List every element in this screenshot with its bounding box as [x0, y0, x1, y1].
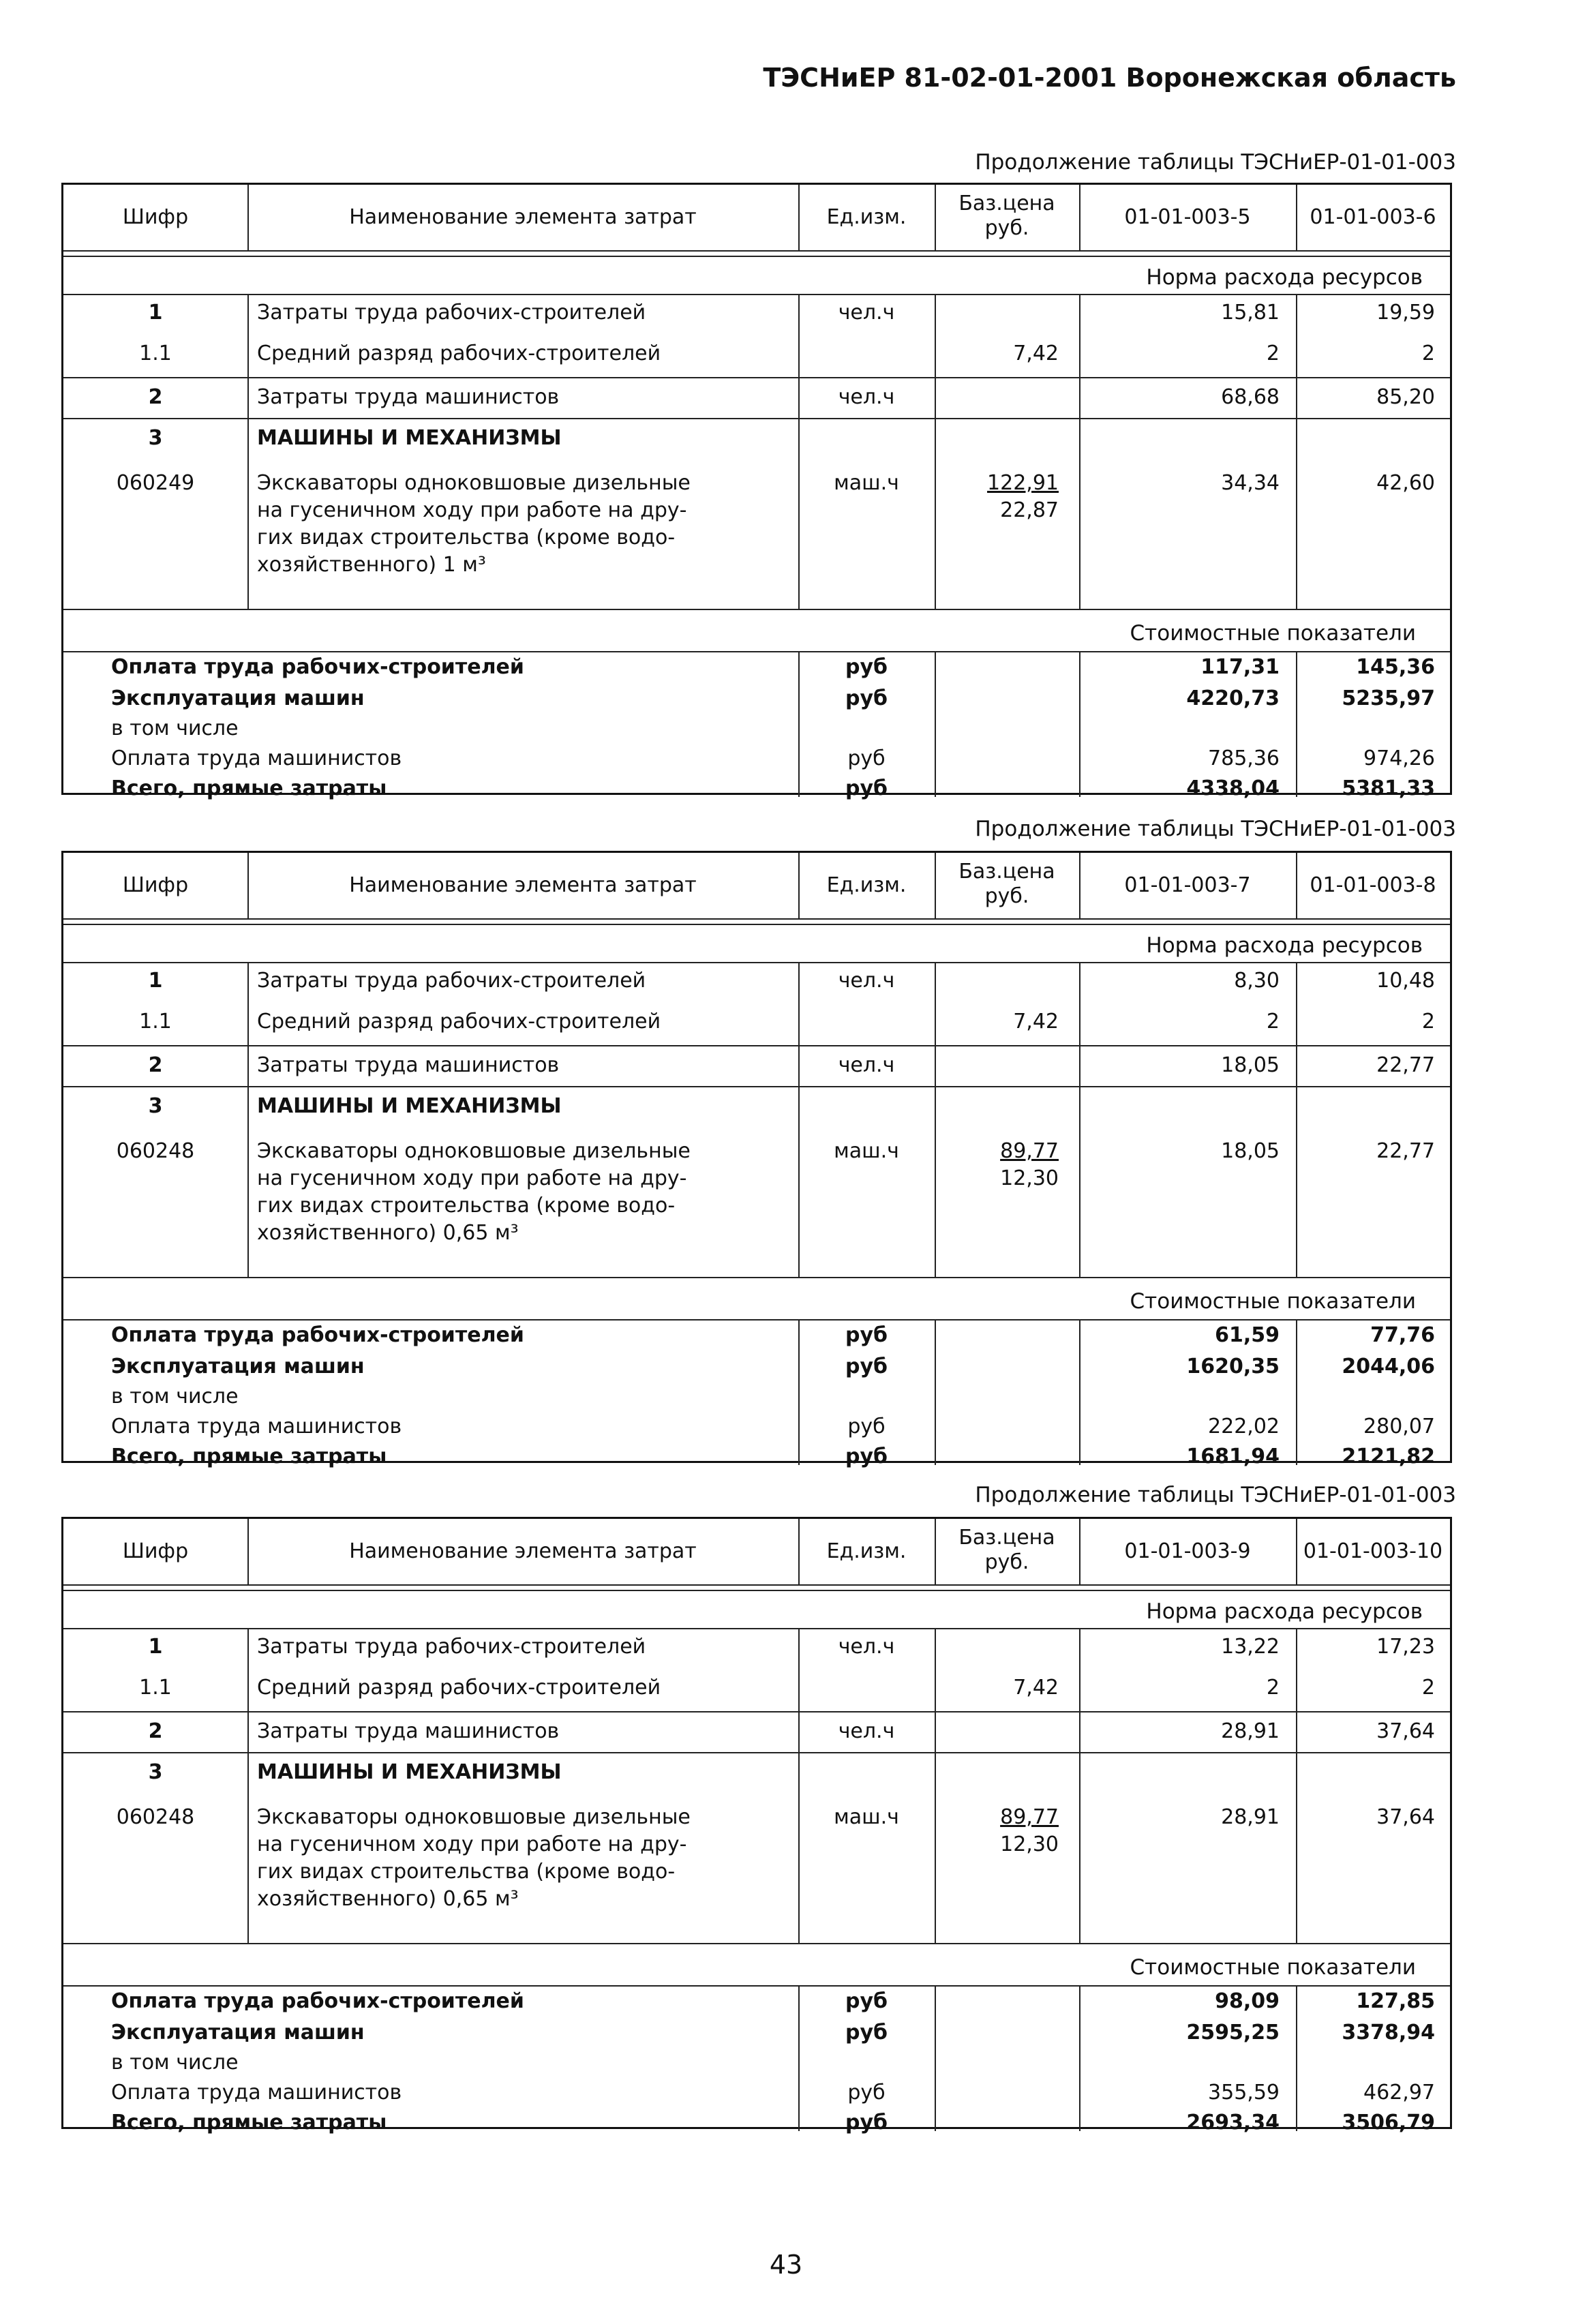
column-divider: [1079, 1519, 1080, 1584]
machine-code: 060248: [116, 1805, 195, 1829]
cost-value-2: 462,97: [1363, 2081, 1435, 2104]
cost-name: Всего, прямые затраты: [111, 2111, 387, 2134]
resource-value-2: 10,48: [1376, 969, 1435, 993]
cost-name: Эксплуатация машин: [111, 686, 365, 710]
row-divider: [63, 1277, 1450, 1278]
row-divider: [63, 918, 1450, 920]
cost-row: [63, 2109, 1450, 2139]
machine-name-line: на гусеничном ходу при работе на дру-: [257, 498, 687, 522]
column-divider: [798, 185, 800, 250]
norm-section-label: Норма расхода ресурсов: [1146, 1599, 1423, 1624]
resource-name: Затраты труда машинистов: [257, 1053, 560, 1077]
resource-code: 3: [148, 1094, 163, 1118]
resource-row: [63, 1008, 1450, 1042]
column-divider: [1296, 853, 1297, 918]
page-title: ТЭСНиЕР 81-02-01-2001 Воронежская область: [763, 63, 1456, 93]
cost-row: [63, 1988, 1450, 2018]
resource-row: [63, 299, 1450, 333]
resource-row: [63, 384, 1450, 418]
cost-value-2: 280,07: [1363, 1415, 1435, 1438]
cost-row: [63, 715, 1450, 745]
column-header-price: Баз.цена: [958, 860, 1055, 884]
row-divider: [63, 1752, 1450, 1753]
machine-wage-price: 12,30: [1000, 1166, 1059, 1190]
machine-value-2: 22,77: [1376, 1139, 1435, 1163]
cost-row: [63, 1443, 1450, 1473]
resource-name: МАШИНЫ И МЕХАНИЗМЫ: [257, 426, 562, 450]
cost-row: [63, 775, 1450, 805]
cost-name: в том числе: [111, 1385, 239, 1408]
resource-value-1: 13,22: [1221, 1635, 1280, 1659]
machine-base-price: 89,77: [1000, 1139, 1059, 1163]
resource-row: [63, 1759, 1450, 1793]
row-divider: [63, 1584, 1450, 1586]
row-divider: [63, 294, 1450, 295]
cost-name: Оплата труда машинистов: [111, 746, 402, 770]
resource-value-2: 2: [1421, 1676, 1435, 1700]
column-divider: [1296, 1519, 1297, 1584]
cost-row: [63, 2019, 1450, 2049]
column-divider: [247, 185, 249, 250]
cost-value-1: 2693,34: [1186, 2111, 1280, 2134]
cost-value-2: 974,26: [1363, 746, 1435, 770]
cost-row: [63, 1383, 1450, 1413]
resource-base-price: 7,42: [1013, 1010, 1059, 1033]
cost-name: Оплата труда рабочих-строителей: [111, 1989, 524, 2013]
resource-value-1: 8,30: [1234, 969, 1280, 993]
cost-value-1: 1620,35: [1186, 1355, 1280, 1378]
cost-row: [63, 1413, 1450, 1443]
machine-name-line: Экскаваторы одноковшовые дизельные: [257, 1139, 691, 1163]
cost-row: [63, 1353, 1450, 1383]
machine-value-1: 34,34: [1221, 471, 1280, 495]
row-divider: [63, 250, 1450, 252]
row-divider: [63, 1045, 1450, 1046]
machine-base-price: 89,77: [1000, 1805, 1059, 1829]
machine-wage-price: 12,30: [1000, 1832, 1059, 1856]
column-divider: [1079, 853, 1080, 918]
cost-name: Эксплуатация машин: [111, 1355, 365, 1378]
cost-name: в том числе: [111, 2051, 239, 2074]
page-number: 43: [769, 2250, 803, 2280]
machine-name-line: гих видах строительства (кроме водо-: [257, 526, 676, 549]
column-header-price-unit: руб.: [984, 884, 1029, 908]
column-divider: [798, 1519, 800, 1584]
resource-name: Затраты труда рабочих-строителей: [257, 1635, 646, 1659]
resource-row: [63, 1674, 1450, 1708]
column-header-price-unit: руб.: [984, 1550, 1029, 1574]
machine-code: 060249: [116, 471, 195, 495]
cost-row: [63, 654, 1450, 684]
machine-name-line: гих видах строительства (кроме водо-: [257, 1860, 676, 1884]
resource-name: Затраты труда рабочих-строителей: [257, 969, 646, 993]
cost-value-1: 785,36: [1208, 746, 1280, 770]
column-divider: [1079, 185, 1080, 250]
row-divider: [63, 651, 1450, 652]
resource-unit: чел.ч: [838, 301, 895, 325]
row-divider: [63, 962, 1450, 963]
resource-value-1: 15,81: [1221, 301, 1280, 325]
resource-code: 1.1: [139, 1676, 172, 1700]
cost-name: в том числе: [111, 716, 239, 740]
row-divider: [63, 609, 1450, 610]
resource-name: МАШИНЫ И МЕХАНИЗМЫ: [257, 1760, 562, 1784]
row-divider: [63, 1319, 1450, 1321]
column-header-unit: Ед.изм.: [826, 205, 907, 229]
machine-unit: маш.ч: [834, 471, 899, 495]
cost-section-label: Стоимостные показатели: [1130, 1289, 1416, 1314]
row-divider: [63, 1086, 1450, 1087]
resource-name: Средний разряд рабочих-строителей: [257, 1010, 661, 1033]
row-divider: [63, 1943, 1450, 1944]
resource-table: [61, 851, 1452, 1468]
column-header-name: Наименование элемента затрат: [349, 873, 697, 897]
cost-unit: руб: [845, 2021, 888, 2044]
column-header-code-1: 01-01-003-9: [1124, 1539, 1251, 1563]
cost-section-label: Стоимостные показатели: [1130, 1955, 1416, 1980]
resource-name: Затраты труда рабочих-строителей: [257, 301, 646, 325]
resource-value-1: 2: [1266, 342, 1280, 365]
cost-unit: руб: [845, 655, 888, 679]
cost-unit: руб: [847, 1415, 886, 1438]
column-header-unit: Ед.изм.: [826, 1539, 907, 1563]
column-header-code: Шифр: [122, 205, 189, 229]
resource-base-price: 7,42: [1013, 342, 1059, 365]
cost-unit: руб: [845, 1989, 888, 2013]
column-header-price: Баз.цена: [958, 1526, 1055, 1550]
table-header-row: [63, 853, 1450, 918]
machine-unit: маш.ч: [834, 1139, 899, 1163]
machine-value-1: 28,91: [1221, 1805, 1280, 1829]
cost-unit: руб: [845, 1323, 888, 1347]
resource-value-2: 2: [1421, 342, 1435, 365]
column-divider: [935, 185, 936, 250]
column-header-code-2: 01-01-003-10: [1303, 1539, 1443, 1563]
column-header-code-1: 01-01-003-7: [1124, 873, 1251, 897]
column-divider: [247, 1519, 249, 1584]
machine-name-line: хозяйственного) 1 м³: [257, 553, 486, 577]
cost-value-1: 4220,73: [1186, 686, 1280, 710]
machine-name-line: гих видах строительства (кроме водо-: [257, 1194, 676, 1218]
norm-section-label: Норма расхода ресурсов: [1146, 265, 1423, 290]
machine-row: [63, 1804, 1450, 1940]
table-header-row: [63, 185, 1450, 250]
row-divider: [63, 1711, 1450, 1712]
resource-name: Средний разряд рабочих-строителей: [257, 342, 661, 365]
row-divider: [63, 924, 1450, 925]
resource-code: 2: [148, 385, 163, 409]
resource-name: Затраты труда машинистов: [257, 385, 560, 409]
column-divider: [798, 853, 800, 918]
resource-unit: чел.ч: [838, 1635, 895, 1659]
cost-value-2: 77,76: [1370, 1323, 1435, 1347]
machine-unit: маш.ч: [834, 1805, 899, 1829]
cost-value-2: 3506,79: [1342, 2111, 1435, 2134]
column-divider: [1296, 185, 1297, 250]
cost-unit: руб: [845, 686, 888, 710]
resource-base-price: 7,42: [1013, 1676, 1059, 1700]
column-header-code: Шифр: [122, 873, 189, 897]
cost-value-2: 5381,33: [1342, 776, 1435, 800]
column-header-price-unit: руб.: [984, 216, 1029, 240]
row-divider: [63, 418, 1450, 419]
cost-unit: руб: [845, 1445, 888, 1468]
cost-name: Оплата труда машинистов: [111, 2081, 402, 2104]
resource-value-2: 22,77: [1376, 1053, 1435, 1077]
resource-row: [63, 1093, 1450, 1127]
resource-table: [61, 1517, 1452, 2134]
table-header-row: [63, 1519, 1450, 1584]
row-divider: [63, 1985, 1450, 1987]
cost-value-1: 355,59: [1208, 2081, 1280, 2104]
cost-row: [63, 2079, 1450, 2109]
resource-code: 3: [148, 426, 163, 450]
resource-value-2: 19,59: [1376, 301, 1435, 325]
cost-name: Эксплуатация машин: [111, 2021, 365, 2044]
resource-code: 1: [148, 969, 163, 993]
cost-unit: руб: [847, 2081, 886, 2104]
cost-name: Всего, прямые затраты: [111, 776, 387, 800]
cost-value-1: 61,59: [1215, 1323, 1280, 1347]
machine-base-price: 122,91: [987, 471, 1059, 495]
resource-row: [63, 1052, 1450, 1086]
machine-name-line: на гусеничном ходу при работе на дру-: [257, 1832, 687, 1856]
resource-value-1: 2: [1266, 1010, 1280, 1033]
machine-wage-price: 22,87: [1000, 498, 1059, 522]
resource-row: [63, 1633, 1450, 1667]
machine-value-2: 42,60: [1376, 471, 1435, 495]
column-header-name: Наименование элемента затрат: [349, 1539, 697, 1563]
resource-code: 1: [148, 1635, 163, 1659]
resource-value-1: 18,05: [1221, 1053, 1280, 1077]
column-header-code-2: 01-01-003-6: [1310, 205, 1436, 229]
resource-code: 2: [148, 1053, 163, 1077]
machine-name-line: хозяйственного) 0,65 м³: [257, 1887, 519, 1911]
column-header-code-2: 01-01-003-8: [1310, 873, 1436, 897]
resource-row: [63, 967, 1450, 1001]
resource-row: [63, 1718, 1450, 1752]
resource-value-2: 85,20: [1376, 385, 1435, 409]
resource-code: 1: [148, 301, 163, 325]
table-continuation-caption: Продолжение таблицы ТЭСНиЕР-01-01-003: [975, 1483, 1456, 1507]
resource-unit: чел.ч: [838, 969, 895, 993]
machine-name-line: хозяйственного) 0,65 м³: [257, 1221, 519, 1245]
cost-section-label: Стоимостные показатели: [1130, 621, 1416, 646]
resource-value-1: 28,91: [1221, 1719, 1280, 1743]
cost-unit: руб: [847, 746, 886, 770]
row-divider: [63, 1590, 1450, 1591]
resource-table: [61, 183, 1452, 800]
cost-value-2: 2121,82: [1342, 1445, 1435, 1468]
resource-code: 3: [148, 1760, 163, 1784]
resource-unit: чел.ч: [838, 385, 895, 409]
column-divider: [247, 853, 249, 918]
table-continuation-caption: Продолжение таблицы ТЭСНиЕР-01-01-003: [975, 817, 1456, 841]
resource-row: [63, 425, 1450, 459]
column-divider: [935, 1519, 936, 1584]
cost-value-2: 2044,06: [1342, 1355, 1435, 1378]
cost-name: Оплата труда рабочих-строителей: [111, 655, 524, 679]
resource-name: Средний разряд рабочих-строителей: [257, 1676, 661, 1700]
resource-value-2: 17,23: [1376, 1635, 1435, 1659]
cost-value-1: 1681,94: [1186, 1445, 1280, 1468]
machine-name-line: на гусеничном ходу при работе на дру-: [257, 1166, 687, 1190]
resource-unit: чел.ч: [838, 1053, 895, 1077]
resource-value-1: 68,68: [1221, 385, 1280, 409]
resource-value-2: 2: [1421, 1010, 1435, 1033]
column-header-name: Наименование элемента затрат: [349, 205, 697, 229]
column-header-code-1: 01-01-003-5: [1124, 205, 1251, 229]
cost-value-2: 127,85: [1356, 1989, 1435, 2013]
cost-value-1: 117,31: [1200, 655, 1280, 679]
machine-name-line: Экскаваторы одноковшовые дизельные: [257, 1805, 691, 1829]
cost-value-2: 5235,97: [1342, 686, 1435, 710]
machine-row: [63, 1138, 1450, 1274]
cost-row: [63, 685, 1450, 715]
row-divider: [63, 256, 1450, 257]
machine-value-2: 37,64: [1376, 1805, 1435, 1829]
resource-value-2: 37,64: [1376, 1719, 1435, 1743]
table-continuation-caption: Продолжение таблицы ТЭСНиЕР-01-01-003: [975, 150, 1456, 175]
machine-code: 060248: [116, 1139, 195, 1163]
resource-code: 1.1: [139, 342, 172, 365]
resource-row: [63, 340, 1450, 374]
column-header-code: Шифр: [122, 1539, 189, 1563]
machine-row: [63, 470, 1450, 606]
cost-value-1: 2595,25: [1186, 2021, 1280, 2044]
cost-name: Оплата труда машинистов: [111, 1415, 402, 1438]
cost-unit: руб: [845, 776, 888, 800]
cost-unit: руб: [845, 1355, 888, 1378]
cost-row: [63, 2049, 1450, 2079]
row-divider: [63, 1628, 1450, 1629]
resource-unit: чел.ч: [838, 1719, 895, 1743]
cost-row: [63, 1322, 1450, 1352]
cost-value-2: 3378,94: [1342, 2021, 1435, 2044]
cost-value-2: 145,36: [1356, 655, 1435, 679]
cost-value-1: 4338,04: [1186, 776, 1280, 800]
resource-name: Затраты труда машинистов: [257, 1719, 560, 1743]
column-header-unit: Ед.изм.: [826, 873, 907, 897]
machine-value-1: 18,05: [1221, 1139, 1280, 1163]
cost-unit: руб: [845, 2111, 888, 2134]
column-header-price: Баз.цена: [958, 192, 1055, 215]
cost-name: Оплата труда рабочих-строителей: [111, 1323, 524, 1347]
resource-code: 1.1: [139, 1010, 172, 1033]
resource-value-1: 2: [1266, 1676, 1280, 1700]
cost-value-1: 222,02: [1208, 1415, 1280, 1438]
norm-section-label: Норма расхода ресурсов: [1146, 933, 1423, 958]
row-divider: [63, 377, 1450, 378]
machine-name-line: Экскаваторы одноковшовые дизельные: [257, 471, 691, 495]
cost-value-1: 98,09: [1215, 1989, 1280, 2013]
cost-name: Всего, прямые затраты: [111, 1445, 387, 1468]
resource-code: 2: [148, 1719, 163, 1743]
resource-name: МАШИНЫ И МЕХАНИЗМЫ: [257, 1094, 562, 1118]
column-divider: [935, 853, 936, 918]
cost-row: [63, 745, 1450, 775]
